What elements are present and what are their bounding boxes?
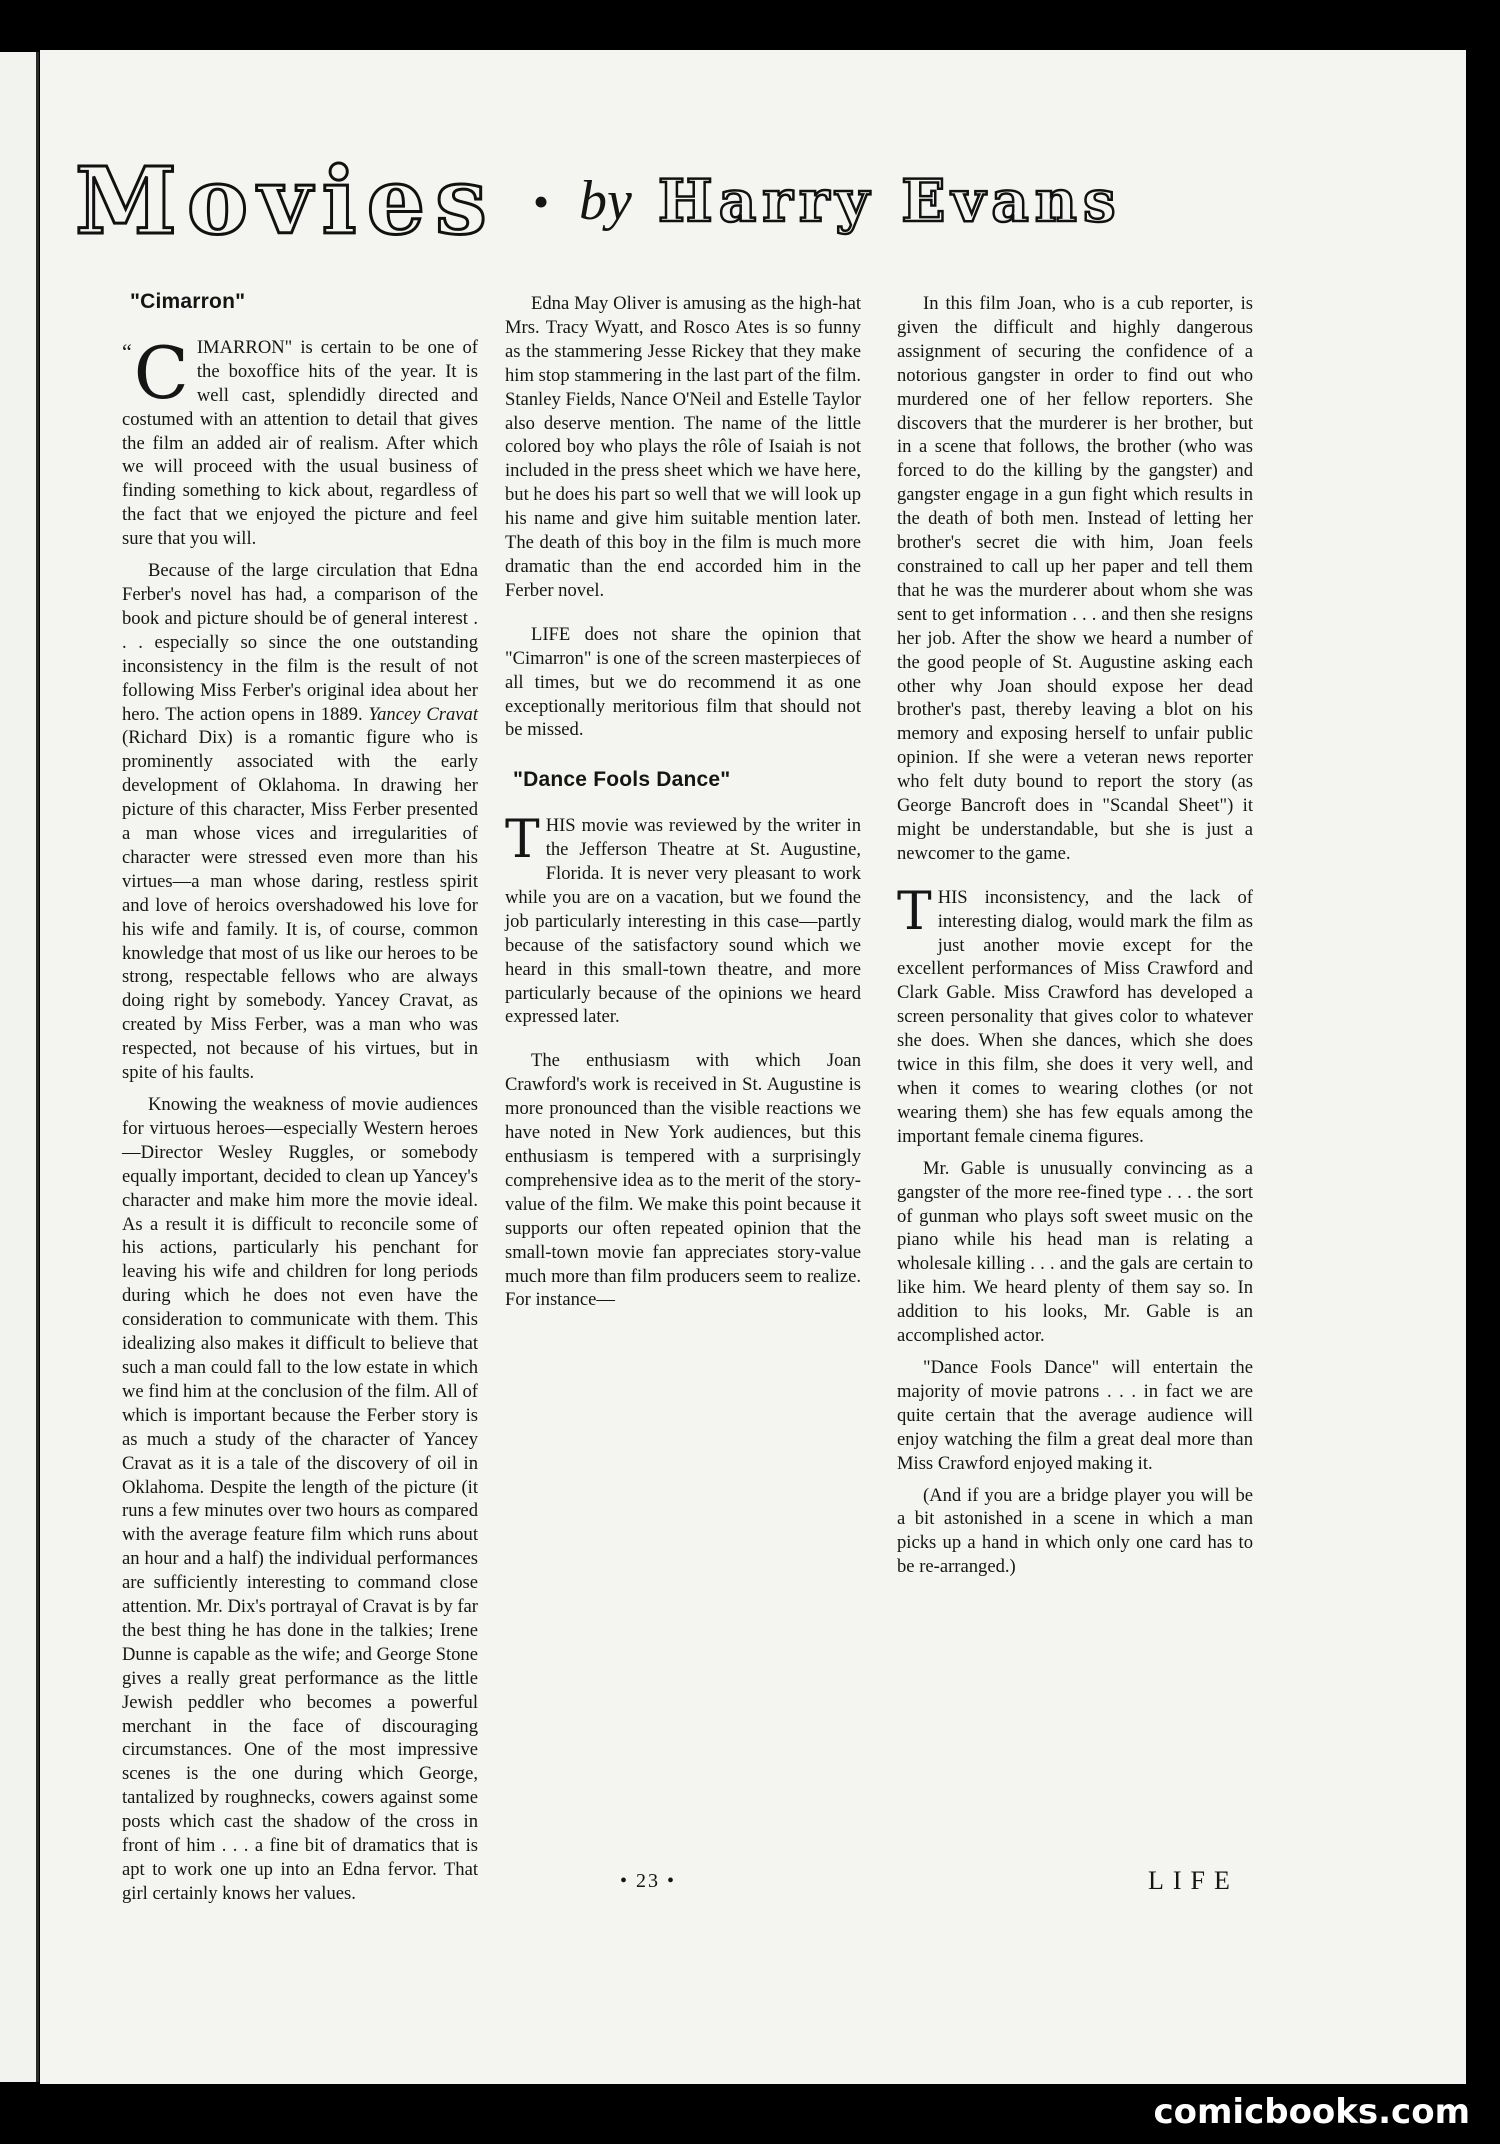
dance-paragraph-6: "Dance Fools Dance" will entertain the majority of movie patrons . . . in fact we are quite certain that the average audience will enjoy watching the film a great deal more than Miss Crawford enjoyed making it. — [897, 1356, 1253, 1474]
dance-paragraph-5: Mr. Gable is unusually convincing as a gangster of the more ree-fined type . . . the sort of gunman who plays soft sweet music on the piano while his head man is relating a wholesale killing . . . and the gals are certain to like him. We heard plenty of them say so. In addition to his looks, Mr. Gable is an accomplished actor. — [897, 1157, 1253, 1347]
cimarron-paragraph-2-rest: (Richard Dix) is a romantic figure who is prominently associated with the early development of Oklahoma. In drawing her picture of this character, Miss Ferber presented a man whose vices and irregularities of character were stressed even more than his virtues—a man whose daring, restless spirit and love of heroics overshadowed his love for his wife and family. It is, of course, common knowledge that most of us like our heroes to be strong, respectable fellows who are always doing right by somebody. Yancey Cravat, as created by Miss Ferber, was a man who was respected, not because of his virtues, but in spite of his faults. — [122, 727, 478, 1084]
watermark: comicbooks.com — [1153, 2092, 1470, 2132]
title-heading: Movies — [75, 147, 497, 255]
cimarron-paragraph-4: Edna May Oliver is amusing as the high-hat Mrs. Tracy Wyatt, and Rosco Ates is so funny as the stammering Jesse Rickey that they make him stop stammering in the last part of the film. Stanley Fields, Nance O'Neil and Estelle Taylor also deserve mention. The name of the little colored boy who plays the rôle of Isaiah is not included in the press sheet which we have here, but he does his part so well that we will look up his name and give him suitable mention later. The death of this boy in the film is much more dramatic than the end accorded him in the Ferber novel. — [505, 293, 861, 601]
dance-paragraph-3: In this film Joan, who is a cub reporter, is given the difficult and highly dangerous assignment of securing the confidence of a notorious gangster in order to find out who murdered one of her fellow reporters. She discovers that the murderer is her brother, but in a scene that follows, the brother (who was forced to do the killing by the gangster) and gangster engage in a gun fight which results in the death of both men. Instead of letting her brother's secret die with him, Joan feels constrained to call up her paper and tell them that he was the murderer about whom she was sent to get information . . . and then she resigns her job. After the show we heard a number of the good people of St. Augustine asking each other why Joan should expose her dead brother's past, thereby leaving a blot on his memory and exposing herself to unfair public opinion. If she were a veteran news reporter who felt duty bound to report the story (as George Bancroft does in "Scandal Sheet") it might be understandable, but she is just a newcomer to the game. — [897, 293, 1253, 864]
dance-paragraph-4 — [897, 881, 1253, 1149]
open-quote: “ — [122, 338, 132, 364]
page-title — [75, 146, 1315, 256]
cimarron-paragraph-5: LIFE does not share the opinion that "Cimarron" is one of the screen masterpieces of all times, but we do recommend it as one exceptionally meritorious film that should not be missed. — [505, 623, 861, 741]
magazine-name: LIFE — [1148, 1866, 1239, 1895]
drop-cap: C — [133, 330, 189, 415]
drop-cap: T — [897, 881, 932, 942]
dance-paragraph-1-text: HIS movie was reviewed by the writer in the Jefferson Theatre at St. Augustine, Florida. It is never very pleasant to work while you are on a vacation, but we found the job particularly interesting in this case—partly because of the satisfactory sound which we heard in this small-town theatre, and more particularly because of the opinions we heard expressed later. — [505, 815, 861, 1028]
text-column-1 — [122, 290, 478, 1906]
dance-paragraph-2: The enthusiasm with which Joan Crawford's work is received in St. Augustine is more pronounced than the visible reactions we have noted in New York audiences, but this enthusiasm is tempered with a surprisingly comprehensive idea as to the merit of the story-value of the film. We make this point because it supports our often repeated opinion that the small-town movie fan appreciates story-value much more than film producers seem to realize. For instance— — [505, 1050, 861, 1311]
cimarron-paragraph-1 — [122, 330, 478, 551]
cimarron-heading: "Cimarron" — [130, 290, 246, 313]
text-column-2 — [505, 292, 861, 1312]
cimarron-paragraph-1-text: IMARRON" is certain to be one of the boxoffice hits of the year. It is well cast, splendidly directed and costumed with an attention to detail that gives the film an added air of realism. After which we will proceed with the usual business of finding something to kick about, regardless of the fact that we enjoyed the picture and feel sure that you will. — [122, 336, 478, 550]
cimarron-paragraph-2 — [122, 559, 478, 1085]
title-author: Harry Evans — [657, 167, 1122, 235]
title-separator: • — [532, 175, 550, 227]
cimarron-paragraph-3: Knowing the weakness of movie audiences for virtuous heroes—especially Western heroes—Director Wesley Ruggles, or somebody equally important, decided to clean up Yancey's character and make him more the movie ideal. As a result it is difficult to reconcile some of his actions, particularly his penchant for leaving his wife and children for long periods during which he does not even have the consideration to communicate with them. This idealizing also makes it difficult to believe that such a man could fall to the low estate in which we find him at the conclusion of the film. All of which is important because the Ferber story is as much a study of the character of Yancey Cravat as it is a tale of the discovery of oil in Oklahoma. Despite the length of the picture (it runs a few minutes over two hours as compared with the average feature film which runs about an hour and a half) the individual performances are sufficiently interesting to command close attention. Mr. Dix's portrayal of Cravat is by far the best thing he has done in the talkies; Irene Dunne is capable as the wife; and George Stone gives a really great performance as the little Jewish peddler who becomes a powerful merchant in the face of discouraging circumstances. One of the most impressive scenes is the one during which George, tantalized by roughnecks, cowers against some posts which cast the shadow of the cross in front of him . . . a fine bit of dramatics that is apt to work one up into an Edna fervor. That girl certainly knows her values. — [122, 1094, 478, 1904]
yancey-cravat-italic: Yancey Cravat — [368, 703, 478, 725]
cimarron-paragraph-2-text: Because of the large circulation that Edna Ferber's novel has had, a comparison of the book and picture should be of general interest . . . especially so since the one outstanding inconsistency in the film is the result of not following Miss Ferber's original idea about her hero. The action opens in 1889. — [122, 560, 478, 725]
page-number: • 23 • — [620, 1870, 677, 1892]
dance-fools-dance-heading: "Dance Fools Dance" — [513, 768, 731, 792]
drop-cap: T — [505, 810, 540, 871]
title-byline: by — [579, 170, 632, 232]
dance-paragraph-4-text: HIS inconsistency, and the lack of interesting dialog, would mark the film as just another movie except for the excellent performances of Miss Crawford and Clark Gable. Miss Crawford has developed a screen personality that gives color to whatever she does. When she dances, which she does twice in this film, she does it very well, and when it comes to wearing clothes (or not wearing them) she has few equals among the important female cinema figures. — [897, 886, 1253, 1147]
dance-paragraph-7: (And if you are a bridge player you will be a bit astonished in a scene in which a man picks up a hand in which only one card has to be re-arranged.) — [897, 1484, 1253, 1578]
facing-page-edge — [0, 52, 39, 2082]
dance-paragraph-1 — [505, 810, 861, 1029]
text-column-3 — [897, 292, 1253, 1579]
